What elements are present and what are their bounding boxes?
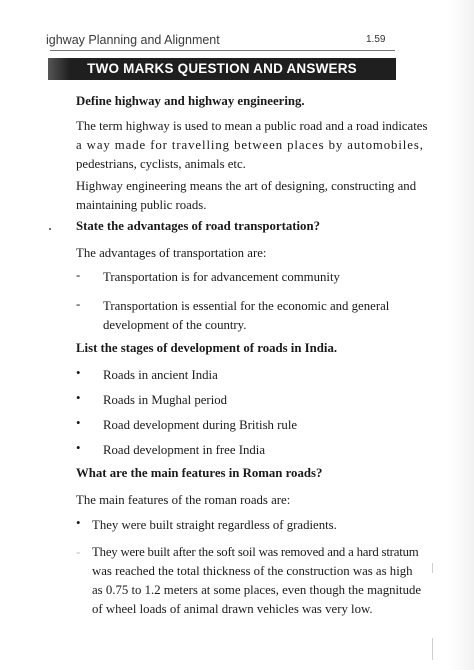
list-item-line: was reached the total thickness of the construction was as high (92, 564, 413, 578)
dash-bullet: - (76, 545, 81, 559)
bullet-dot: • (76, 441, 81, 455)
list-item-line: of wheel loads of animal drawn vehicles was very low. (92, 602, 373, 616)
margin-speck (49, 228, 51, 230)
bullet-dot: • (76, 516, 81, 530)
question-heading: Define highway and highway engineering. (76, 94, 305, 108)
paragraph-line: The term highway is used to mean a public road and a road indicates (76, 119, 428, 133)
dash-bullet: - (76, 268, 81, 282)
list-item (103, 297, 395, 335)
intro-line: The advantages of transportation are: (76, 246, 267, 260)
paragraph-line: Highway engineering means the art of designing, constructing and (76, 179, 417, 193)
bullet-dot: • (76, 366, 81, 380)
header-divider (50, 50, 395, 51)
page-number: 1.59 (366, 34, 386, 45)
intro-line: The main features of the roman roads are: (76, 493, 291, 507)
answer-intro (76, 244, 394, 263)
answer-intro (76, 491, 394, 510)
list-item-line: development of the country. (103, 318, 247, 332)
list-item: Roads in Mughal period (103, 393, 228, 407)
margin-mark (432, 563, 433, 573)
paragraph-line: pedestrians, cyclists, animals etc. (76, 157, 246, 171)
section-banner-title: TWO MARKS QUESTION AND ANSWERS (87, 61, 357, 76)
page-edge-shadow (448, 0, 474, 670)
question-heading: List the stages of development of roads in India. (76, 341, 338, 355)
answer-paragraph (76, 117, 428, 174)
margin-mark (432, 638, 433, 660)
list-item: Road development in free India (103, 443, 266, 457)
list-item: Road development during British rule (103, 418, 298, 432)
list-item-line: Transportation is essential for the economic and general (103, 299, 390, 313)
list-item: Roads in ancient India (103, 368, 218, 382)
question-heading: State the advantages of road transportation? (76, 219, 320, 233)
dash-bullet: - (76, 297, 81, 311)
list-item: Transportation is for advancement community (103, 270, 340, 284)
paragraph-line: a way made for travelling between places by automobiles, (76, 138, 424, 152)
running-header: ighway Planning and Alignment (46, 33, 220, 47)
question-heading: What are the main features in Roman roads? (76, 466, 323, 480)
bullet-dot: • (76, 391, 81, 405)
list-item-line: as 0.75 to 1.2 meters at some places, even though the magnitude (92, 583, 422, 597)
bullet-dot: • (76, 416, 81, 430)
list-item (92, 543, 422, 619)
answer-paragraph (76, 177, 417, 215)
paragraph-line: maintaining public roads. (76, 198, 207, 212)
list-item-line: They were built after the soft soil was removed and a hard stratum (92, 545, 419, 559)
list-item: They were built straight regardless of gradients. (92, 518, 337, 532)
